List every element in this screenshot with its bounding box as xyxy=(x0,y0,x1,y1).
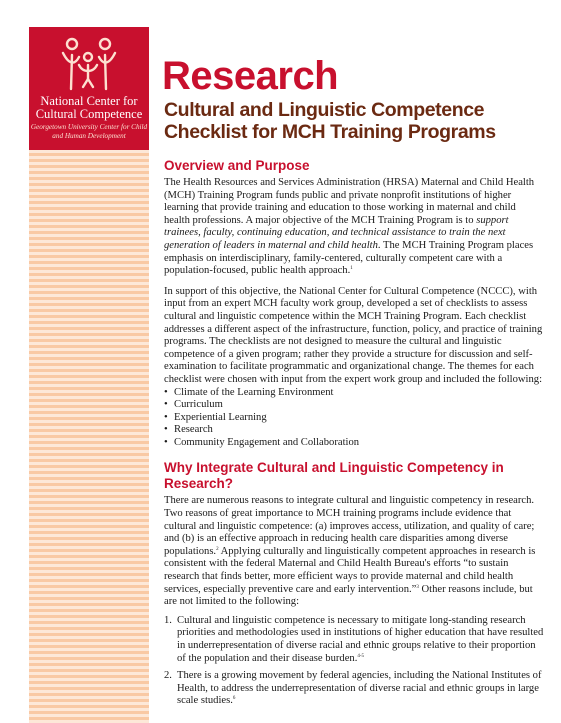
org-name: National Center for Cultural Competence xyxy=(35,94,143,121)
logo-block xyxy=(29,27,149,150)
list-item: 1. Cultural and linguistic competence is necessary to mitigate long-standing research priorities and methodologies used in institutions of higher education that have resulted in underrepresentation of diverse racial and ethnic groups relative to their proportion of the population and their disease burden.$^{4-5}$ xyxy=(164,614,544,664)
section-heading-why: Why Integrate Cultural and Linguistic Competency in Research? xyxy=(164,460,504,492)
list-item: 2. There is a growing movement by federal agencies, including the National Institutes of Health, to address the underrepresentation of diverse racial and ethnic groups in large scale studies.$^6$ xyxy=(164,670,542,707)
reasons-list xyxy=(164,615,544,708)
list-item: • Research xyxy=(164,424,544,437)
main-content xyxy=(164,56,544,713)
why-paragraph-1: There are numerous reasons to integrate cultural and linguistic competency in research. Two reasons of great importance to MCH training programs include evidence that cultural and linguistic competence: (a) improves access, utilization, and quality of care; and (b) is an effective approach in reducing health care disparities among diverse populations.$^2$ Applying culturally and linguistically competent approaches in research is consistent with the federal Maternal and Child Health Bureau's efforts “to sustain research that finds better, more efficient ways to provide maternal and child health services, especially preventive care and early intervention.”$^3$ Other reasons include, but are not limited to the following: xyxy=(164,495,536,608)
page-subtitle: Cultural and Linguistic Competence Checklist for MCH Training Programs xyxy=(164,99,496,143)
section-heading-overview: Overview and Purpose xyxy=(164,158,310,173)
page-title: Research xyxy=(162,54,339,98)
overview-paragraph-2: In support of this objective, the National Center for Cultural Competence (NCCC), with input from an expert MCH faculty work group, developed a set of checklists to assess cultural and linguistic competence within the MCH Training Program. Each checklist addresses a different aspect of the infrastructure, function, policy, and practice of training programs. The checklists are not designed to measure the cultural and linguistic competence of a given program; rather they provide a structure for discussion and self-examination to facilitate programmatic and organizational change. The themes for each checklist were chosen with input from the expert work group and included the following: xyxy=(164,285,543,385)
list-item: • Climate of the Learning Environment xyxy=(164,387,544,400)
list-item: • Experiential Learning xyxy=(164,412,544,425)
overview-paragraph-1: The Health Resources and Services Administration (HRSA) Maternal and Child Health (MCH) Training Program funds public and private nonprofit institutions of higher learning that provide training and education to those working in maternal and child health professions. A major objective of the MCH Training Program is to support trainees, faculty, continuing education, and technical assistance to train the next generation of leaders in maternal and child health. The MCH Training Program places emphasis on interdisciplinary, family-centered, culturally competent care with a population-focused, public health approach.$^1$ xyxy=(164,177,535,277)
org-affiliation: Georgetown University Center for Child and Human Development xyxy=(30,123,148,140)
family-figures-icon xyxy=(59,35,119,93)
list-item: • Community Engagement and Collaboration xyxy=(164,437,544,450)
list-item: • Curriculum xyxy=(164,399,544,412)
checklist-themes-list xyxy=(164,387,544,450)
